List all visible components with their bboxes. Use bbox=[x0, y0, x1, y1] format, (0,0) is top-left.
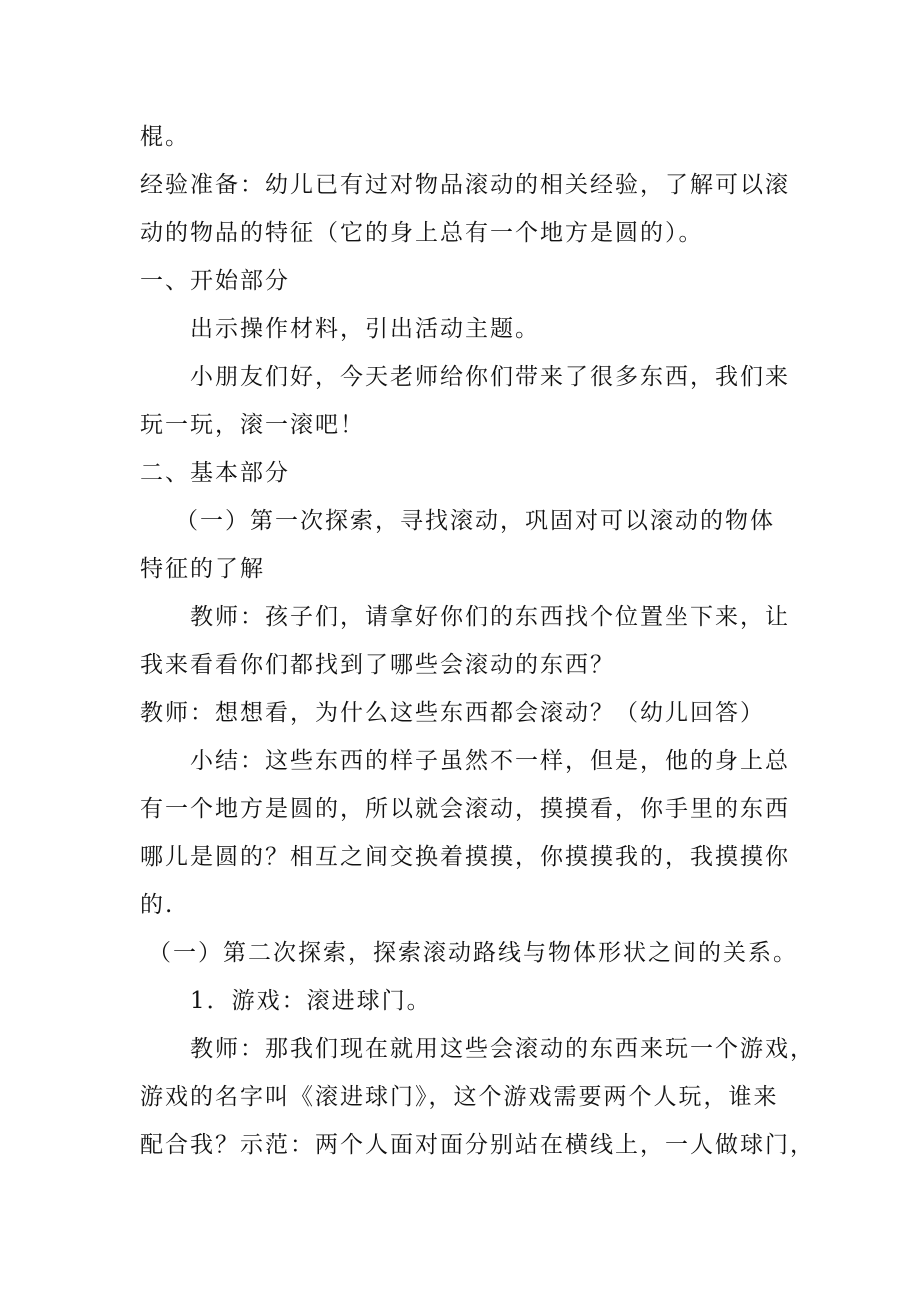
text-line: 1．游戏：滚进球门。 bbox=[190, 988, 432, 1014]
text-line: 游戏的名字叫《滚进球门》，这个游戏需要两个人玩，谁来 bbox=[140, 1084, 779, 1110]
text-line: 特征的了解 bbox=[140, 556, 265, 582]
subsection-heading: （一）第二次探索，探索滚动路线与物体形状之间的关系。 bbox=[148, 940, 798, 966]
text-line: 小朋友们好，今天老师给你们带来了很多东西，我们来 bbox=[190, 364, 790, 390]
subsection-heading: （一）第一次探索，寻找滚动，巩固对可以滚动的物体 bbox=[175, 508, 775, 534]
text-line: 棍。 bbox=[140, 124, 190, 150]
text-line: 动的物品的特征（它的身上总有一个地方是圆的）。 bbox=[140, 220, 704, 246]
text-line: 教师：孩子们，请拿好你们的东西找个位置坐下来，让 bbox=[190, 604, 790, 630]
text-line: 玩一玩，滚一滚吧！ bbox=[140, 412, 365, 438]
text-line: 的. bbox=[140, 892, 175, 918]
text-line: 教师：那我们现在就用这些会滚动的东西来玩一个游戏， bbox=[190, 1036, 815, 1062]
text-line: 有一个地方是圆的，所以就会滚动，摸摸看，你手里的东西 bbox=[140, 796, 790, 822]
text-line: 我来看看你们都找到了哪些会滚动的东西？ bbox=[140, 652, 615, 678]
text-line: 哪儿是圆的？相互之间交换着摸摸，你摸摸我的，我摸摸你 bbox=[140, 844, 790, 870]
text-line: 教师：想想看，为什么这些东西都会滚动？（幼儿回答） bbox=[140, 700, 765, 726]
section-heading: 二、基本部分 bbox=[140, 460, 290, 486]
section-heading: 一、开始部分 bbox=[140, 268, 290, 294]
text-line: 出示操作材料，引出活动主题。 bbox=[190, 316, 540, 342]
text-line: 经验准备：幼儿已有过对物品滚动的相关经验，了解可以滚 bbox=[140, 172, 790, 198]
text-line: 配合我？示范：两个人面对面分别站在横线上，一人做球门， bbox=[140, 1132, 815, 1158]
text-line: 小结：这些东西的样子虽然不一样，但是，他的身上总 bbox=[190, 748, 790, 774]
